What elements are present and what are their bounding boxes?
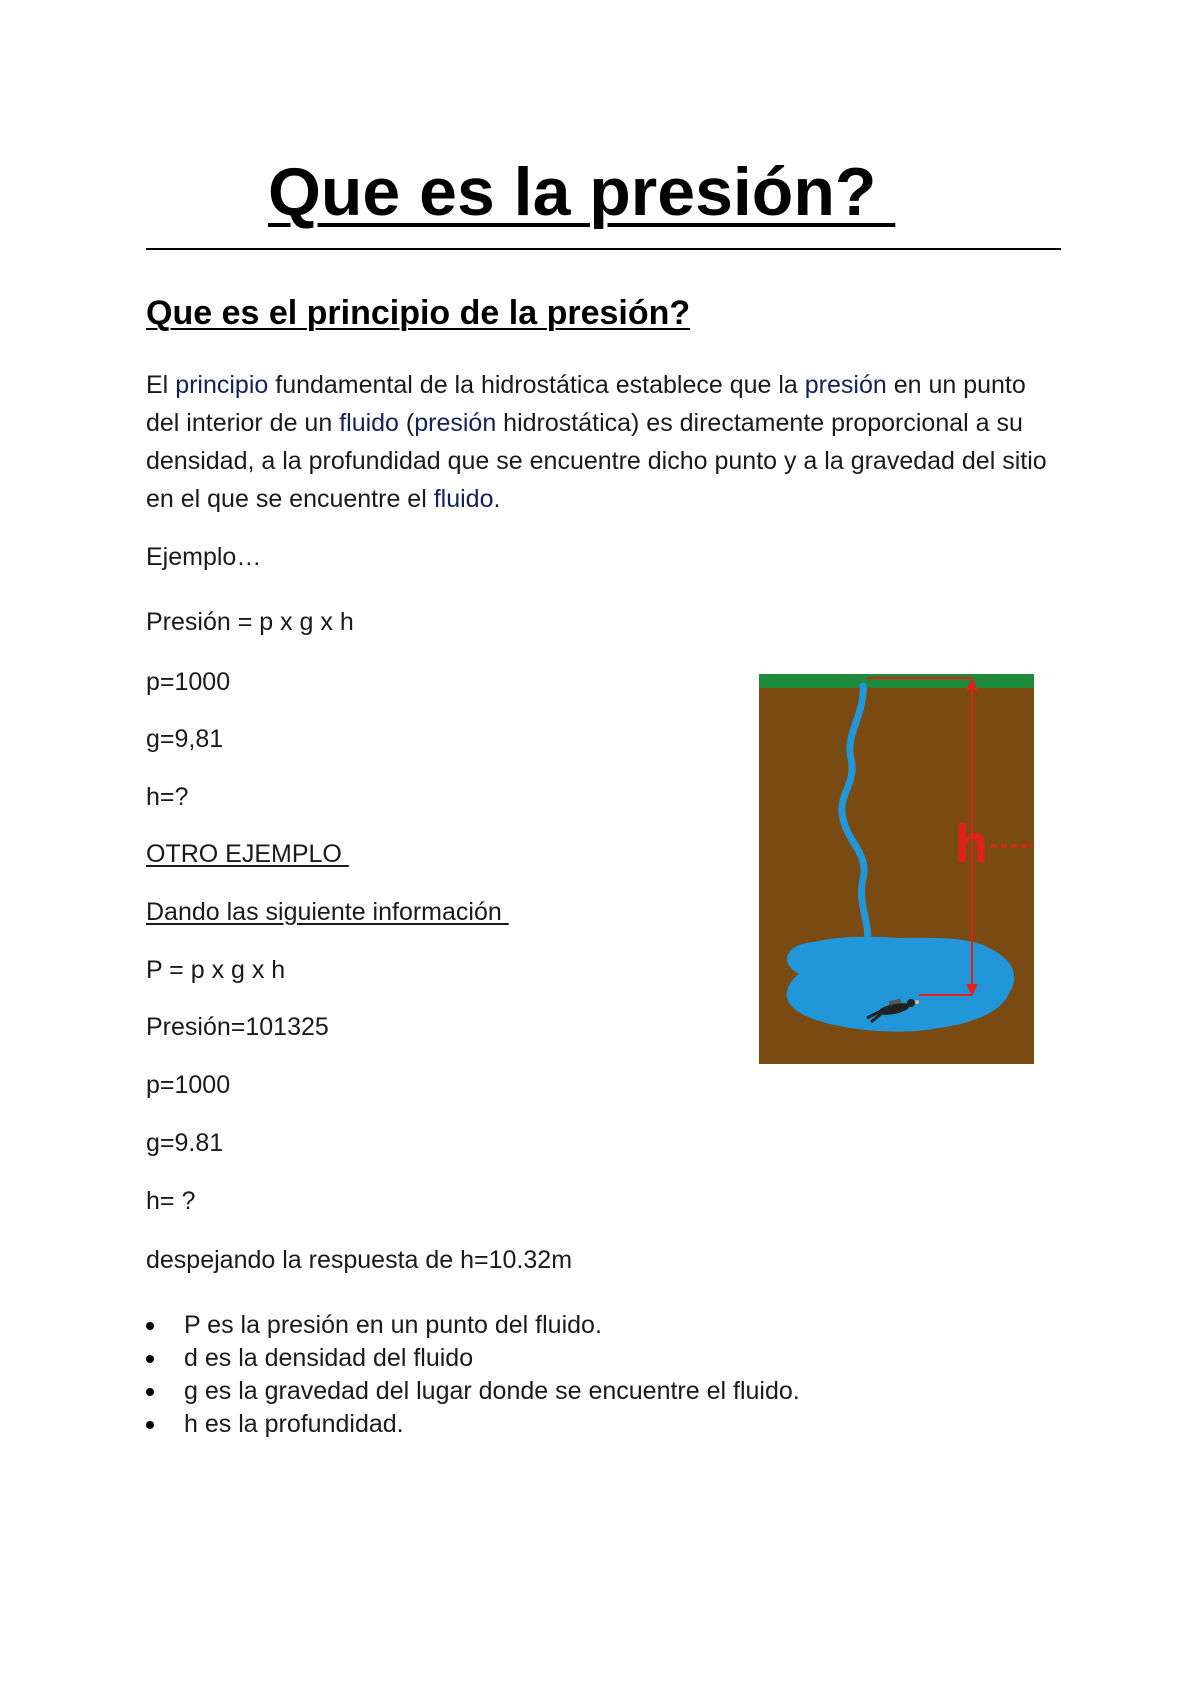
term-fluido: fluido [433, 485, 494, 513]
answer-line: despejando la respuesta de h=10.32m [146, 1246, 573, 1274]
term-presion: presión [804, 371, 887, 399]
height-value: h=? [146, 783, 189, 811]
term-principio: principio [175, 371, 269, 399]
given-info-heading: Dando las siguiente información [146, 898, 509, 926]
diver-depth-illustration [759, 674, 1034, 1064]
list-item [146, 1342, 800, 1375]
list-item [146, 1408, 800, 1441]
page-title: Que es la presión? [268, 154, 896, 230]
section-heading: Que es el principio de la presión? [146, 294, 691, 332]
density-value: p=1000 [146, 668, 231, 696]
density-value: p=1000 [146, 1071, 231, 1099]
intro-text: . [493, 485, 501, 513]
intro-text: ( [398, 409, 415, 437]
term-presion: presión [414, 409, 497, 437]
intro-text: El [146, 371, 176, 399]
ground-surface [759, 674, 1034, 688]
underground-lake [787, 937, 1014, 1032]
list-item-text: d es la densidad del fluido [184, 1344, 474, 1372]
gravity-value: g=9,81 [146, 725, 224, 753]
list-item [146, 1375, 800, 1408]
height-value: h= ? [146, 1187, 196, 1215]
list-item-text: g es la gravedad del lugar donde se encuentre el fluido. [184, 1377, 800, 1405]
intro-text: fundamental de la hidrostática establece que la [268, 371, 805, 399]
formula-line: P = p x g x h [146, 956, 286, 984]
gravity-value: g=9.81 [146, 1129, 224, 1157]
list-item [146, 1309, 800, 1342]
intro-text: hidrostática) es directamente proporcional a su densidad, a la profundidad que se encuentre dicho punto y a la gravedad del sitio en el que se encuentre el [146, 409, 1047, 513]
bullet-icon [146, 1355, 154, 1363]
list-item-text: P es la presión en un punto del fluido. [184, 1311, 602, 1339]
definition-list [146, 1309, 800, 1441]
bullet-icon [146, 1421, 154, 1429]
other-example-heading: OTRO EJEMPLO [146, 840, 349, 868]
bullet-icon [146, 1388, 154, 1396]
intro-text: en un punto del interior de un [146, 371, 1026, 437]
intro-paragraph [146, 366, 1066, 518]
depth-label: h [955, 814, 988, 874]
list-item-text: h es la profundidad. [184, 1410, 404, 1438]
formula-line: Presión = p x g x h [146, 608, 354, 636]
term-fluido: fluido [339, 409, 399, 437]
title-divider [146, 248, 1061, 250]
example-label: Ejemplo… [146, 543, 262, 571]
bullet-icon [146, 1322, 154, 1330]
pressure-value: Presión=101325 [146, 1013, 329, 1041]
